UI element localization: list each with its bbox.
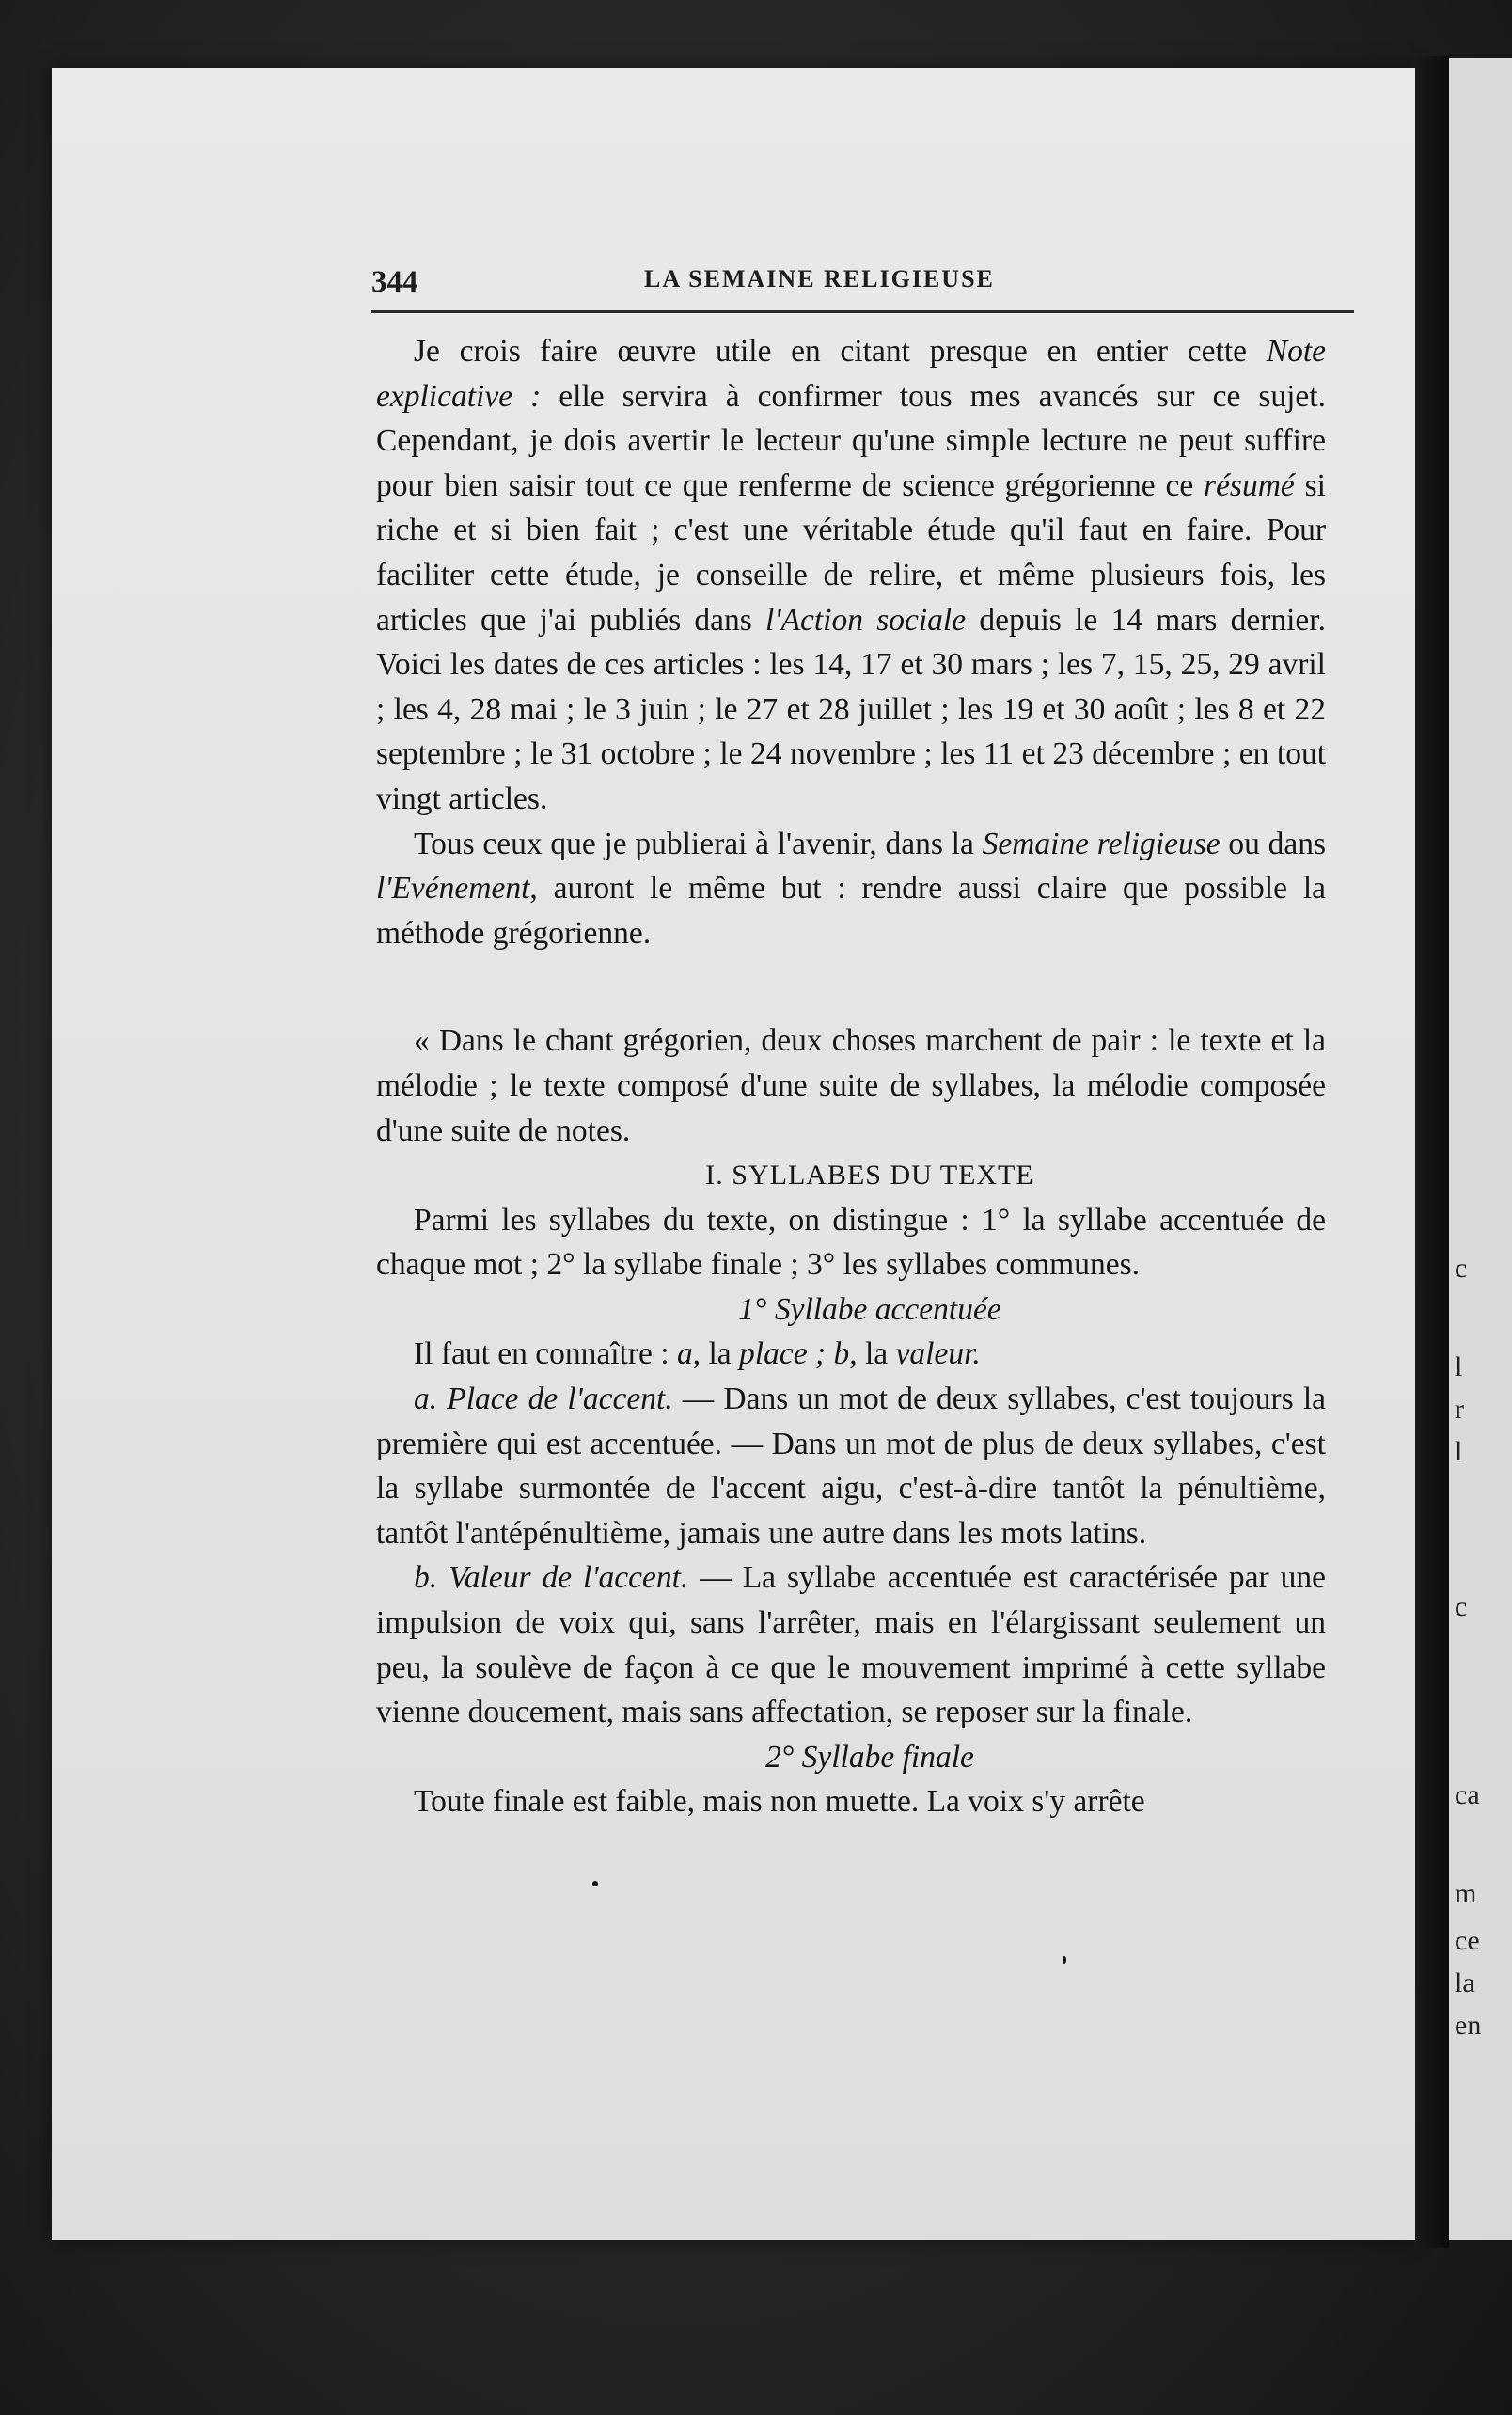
paragraph-future-articles: Tous ceux que je publierai à l'avenir, dans la Semaine religieuse ou dans l'Evénement, auront le même but : rendre aussi claire que possible la méthode grégorienne. <box>376 826 1326 951</box>
paragraph-quote-start: « Dans le chant grégorien, deux choses marchent de pair : le texte et la mélodie ; le texte composé d'une suite de syllabes, la mélodie composée d'une suite de notes. <box>376 1023 1326 1148</box>
subsection-title-finale: 2° Syllabe finale <box>765 1739 974 1775</box>
page-body <box>376 329 1326 1824</box>
adjacent-fragment: ce <box>1455 1925 1480 1956</box>
adjacent-fragment: l <box>1455 1351 1463 1382</box>
adjacent-fragment: l <box>1455 1436 1463 1467</box>
paragraph-finale: Toute finale est faible, mais non muette. La voix s'y arrête <box>414 1784 1145 1820</box>
paragraph-gap <box>376 955 1326 1018</box>
subsection-title-accentuee: 1° Syllabe accentuée <box>738 1291 1001 1327</box>
adjacent-fragment: en <box>1455 2010 1482 2041</box>
section-title-syllabes: I. SYLLABES DU TEXTE <box>705 1160 1034 1192</box>
scan-speck <box>1063 1956 1066 1964</box>
adjacent-fragment: c <box>1455 1253 1468 1284</box>
header-rule <box>371 310 1354 313</box>
paragraph-place-accent: a. Place de l'accent. — Dans un mot de deux syllabes, c'est toujours la première qui est accentuée. — Dans un mot de plus de deux syllabes, c'est la syllabe surmontée de l'accent aigu, c'est-à-dire tantôt la pénultième, tantôt l'antépénultième, jamais une autre dans les mots latins. <box>376 1381 1326 1551</box>
page-header <box>371 254 1354 310</box>
adjacent-fragment: la <box>1455 1967 1475 1998</box>
paragraph-connaitre: Il faut en connaître : a, la place ; b, la valeur. <box>414 1336 981 1372</box>
running-head: LA SEMAINE RELIGIEUSE <box>644 265 995 292</box>
adjacent-page <box>1449 58 1512 2240</box>
paragraph-intro: Je crois faire œuvre utile en citant presque en entier cette Note explicative : elle servira à confirmer tous mes avancés sur ce sujet. Cependant, je dois avertir le lecteur qu'une simple lecture ne peut suffire pour bien saisir tout ce que renferme de science grégorienne ce résumé si riche et si bien fait ; c'est une véritable étude qu'il faut en faire. Pour faciliter cette étude, je conseille de relire, et même plusieurs fois, les articles que j'ai publiés dans l'Action sociale depuis le 14 mars dernier. Voici les dates de ces articles : les 14, 17 et 30 mars ; les 7, 15, 25, 29 avril ; les 4, 28 mai ; le 3 juin ; le 27 et 28 juillet ; les 19 et 30 août ; les 8 et 22 septembre ; le 31 octobre ; le 24 novembre ; les 11 et 23 décembre ; en tout vingt articles. <box>376 334 1327 816</box>
adjacent-fragment: m <box>1455 1878 1477 1909</box>
paragraph-syllabes: Parmi les syllabes du texte, on distingue : 1° la syllabe accentuée de chaque mot ; 2° la syllabe finale ; 3° les syllabes communes. <box>376 1202 1326 1283</box>
note-explicative-italic: Note explicative : <box>376 334 1327 414</box>
paragraph-valeur-accent: b. Valeur de l'accent. — La syllabe accentuée est caractérisée par une impulsion de voix qui, sans l'arrêter, mais en l'élargissant seulement un peu, la soulève de façon à ce que le mouvement imprimé à cette syllabe vienne doucement, mais sans affectation, se reposer sur la finale. <box>376 1560 1327 1730</box>
adjacent-fragment: ca <box>1455 1779 1480 1810</box>
adjacent-fragment: r <box>1455 1394 1464 1425</box>
page-number: 344 <box>371 265 418 299</box>
book-gutter <box>1415 56 1449 2248</box>
adjacent-fragment: c <box>1455 1591 1468 1622</box>
scan-speck <box>592 1881 598 1886</box>
